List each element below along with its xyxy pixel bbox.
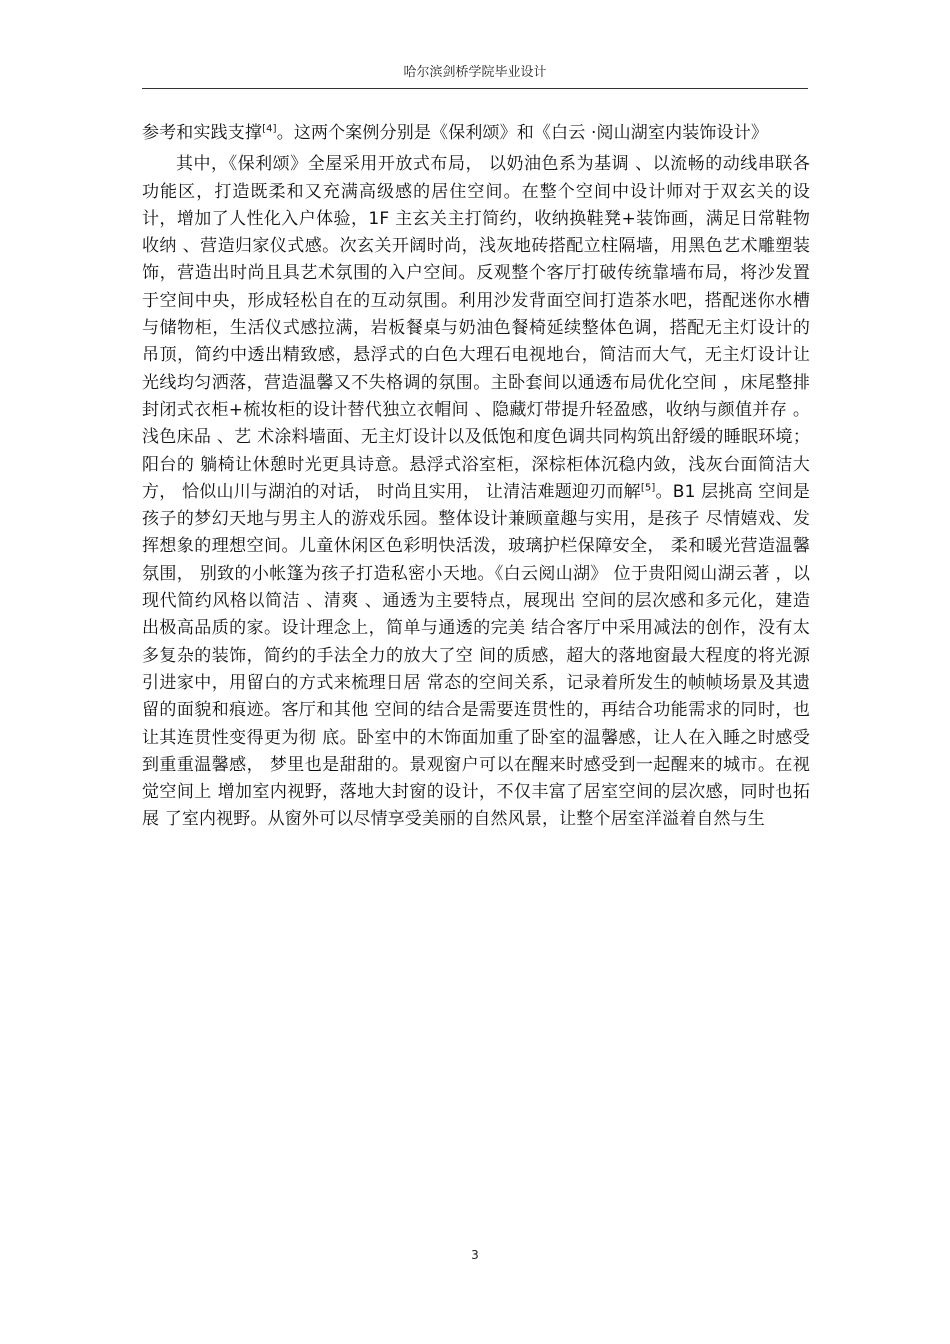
document-body xyxy=(142,120,810,834)
paragraph-intro xyxy=(142,120,810,147)
citation-ref-4: [4] xyxy=(262,123,277,135)
paragraph-main-text-b: 。B1 层挑高 空间是孩子的梦幻天地与男主人的游戏乐园。整体设计兼顾童趣与实用，是孩子 尽情嬉戏、发挥想象的理想空间。儿童休闲区色彩明快活泼，玻璃护栏保障安全， 柔和暖光营造温馨氛围， 别致的小帐篷为孩子打造私密小天地。《白云阅山湖》 位于贵阳阅山湖云著 ，以现代简约风格以简洁 、清爽 、通透为主要特点，展现出 空间的层次感和多元化，建造出极高品质的家。设计理念上，简单与通透的完美 结合客厅中采用减法的创作，没有太多复杂的装饰，简约的手法全力的放大了空 间的质感，超大的落地窗最大程度的将光源引进家中，用留白的方式来梳理日居 常态的空间关系，记录着所发生的帧帧场景及其遗留的面貌和痕迹。客厅和其他 空间的结合是需要连贯性的，再结合功能需求的同时，也让其连贯性变得更为彻 底。卧室中的木饰面加重了卧室的温馨感，让人在入睡之时感受到重重温馨感， 梦里也是甜甜的。景观窗户可以在醒来时感受到一起醒来的城市。在视觉空间上 增加室内视野，落地大封窗的设计，不仅丰富了居室空间的层次感，同时也拓展 了室内视野。从窗外可以尽情享受美丽的自然风景，让整个居室洋溢着自然与生 xyxy=(142,481,810,830)
page-number: 3 xyxy=(471,1248,479,1262)
header-divider xyxy=(142,88,808,89)
paragraph-intro-text-a: 参考和实践支撑 xyxy=(142,123,263,143)
paragraph-main-text-a: 其中，《保利颂》全屋采用开放式布局， 以奶油色系为基调 、以流畅的动线串联各功能区，打造既柔和又充满高级感的居住空间。在整个空间中设计师对于双玄关的设计，增加了人性化入户体验，1F 主玄关主打简约，收纳换鞋凳+装饰画，满足日常鞋物收纳 、营造归家仪式感。次玄关开阔时尚，浅灰地砖搭配立柱隔墙，用黑色艺术雕塑装饰，营造出时尚且具艺术氛围的入户空间。反观整个客厅打破传统靠墙布局，将沙发置于空间中央，形成轻松自在的互动氛围。利用沙发背面空间打造茶水吧，搭配迷你水槽与储物柜，生活仪式感拉满，岩板餐桌与奶油色餐椅延续整体色调，搭配无主灯设计的吊顶，简约中透出精致感，悬浮式的白色大理石电视地台，简洁而大气，无主灯设计让光线均匀洒落，营造温馨又不失格调的氛围。主卧套间以通透布局优化空间 ，床尾整排封闭式衣柜+梳妆柜的设计替代独立衣帽间 、隐藏灯带提升轻盈感，收纳与颜值并存 。浅色床品 、艺 术涂料墙面、无主灯设计以及低饱和度色调共同构筑出舒缓的睡眠环境；阳台的 躺椅让休憩时光更具诗意。悬浮式浴室柜，深棕柜体沉稳内敛，浅灰台面简洁大 方， 恰似山川与湖泊的对话， 时尚且实用， 让清洁难题迎刃而解 xyxy=(142,154,810,502)
page-header: 哈尔滨剑桥学院毕业设计 xyxy=(403,65,547,80)
paragraph-main xyxy=(142,151,810,833)
paragraph-intro-text-b: 。这两个案例分别是《保利颂》和《白云 ·阅山湖室内装饰设计》 xyxy=(276,123,768,143)
citation-ref-5: [5] xyxy=(640,482,656,494)
